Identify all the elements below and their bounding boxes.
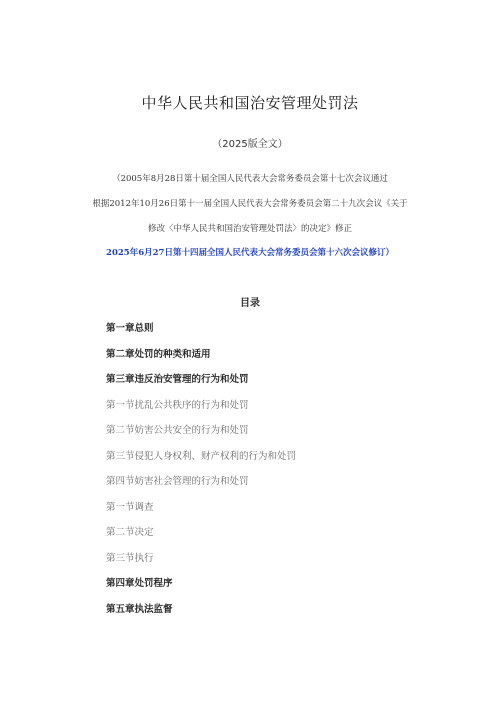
enactment-note-line-1: （2005年8月28日第十届全国人民代表大会常务委员会第十七次会议通过: [112, 174, 388, 184]
toc-item[interactable]: 第一节调查: [106, 501, 154, 513]
toc-item[interactable]: 第三节执行: [106, 552, 154, 564]
toc-heading: 目录: [240, 298, 260, 309]
table-of-contents: [106, 316, 296, 622]
document-title: 中华人民共和国治安管理处罚法: [141, 94, 359, 112]
toc-item[interactable]: 第五章执法监督: [106, 603, 173, 615]
toc-item[interactable]: 第三章违反治安管理的行为和处罚: [106, 374, 249, 385]
toc-item[interactable]: 第一节扰乱公共秩序的行为和处罚: [106, 399, 249, 411]
toc-item[interactable]: 第四章处罚程序: [106, 578, 173, 589]
toc-item[interactable]: 第二节决定: [106, 527, 154, 538]
toc-item[interactable]: 第二节妨害公共安全的行为和处罚: [106, 425, 249, 436]
toc-item[interactable]: 第三节侵犯人身权利、财产权利的行为和处罚: [106, 450, 297, 462]
enactment-note-line-3: 修改〈中华人民共和国治安管理处罚法〉的决定》修正: [147, 224, 352, 234]
toc-item[interactable]: 第二章处罚的种类和适用: [106, 348, 211, 360]
revision-note-highlight: 2025年6月27日第十四届全国人民代表大会常务委员会第十六次会议修订）: [106, 248, 394, 258]
toc-item[interactable]: 第一章总则: [106, 323, 154, 334]
document-subtitle: （2025版全文）: [212, 139, 288, 150]
toc-item[interactable]: 第四节妨害社会管理的行为和处罚: [106, 476, 249, 487]
enactment-note-line-2: 根据2012年10月26日第十一届全国人民代表大会常务委员会第二十九次会议《关于: [92, 199, 408, 209]
